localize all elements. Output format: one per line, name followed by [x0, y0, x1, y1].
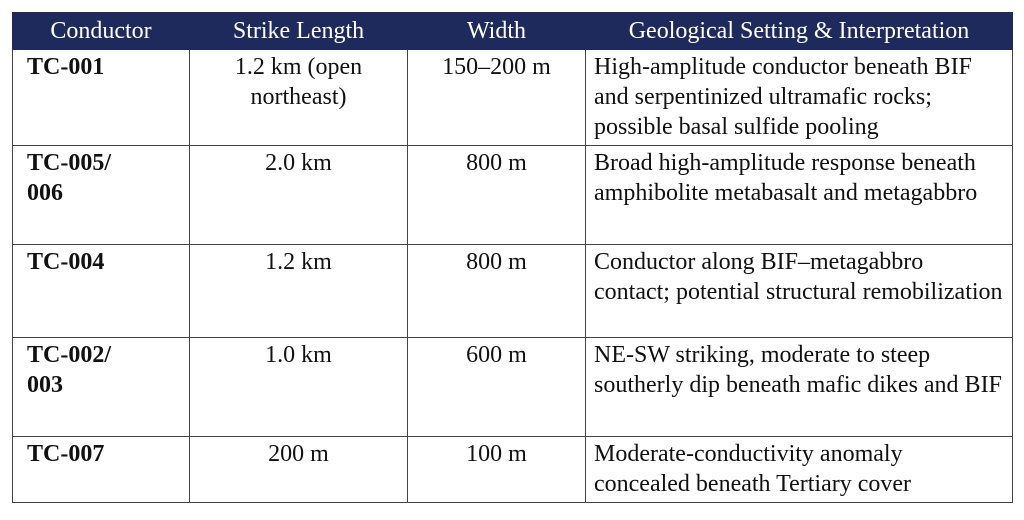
conductor-table	[12, 12, 1013, 503]
cell-width: 800 m	[408, 146, 586, 245]
cell-strike-length: 1.2 km	[190, 245, 408, 338]
table-row	[13, 50, 1013, 146]
cell-conductor: TC-005/006	[13, 146, 190, 245]
cell-conductor: TC-004	[13, 245, 190, 338]
cell-width: 100 m	[408, 437, 586, 503]
table-row	[13, 338, 1013, 437]
cell-interpretation: Broad high-amplitude response beneath amphibolite metabasalt and metagabbro	[586, 146, 1013, 245]
table-row	[13, 146, 1013, 245]
cell-strike-length: 2.0 km	[190, 146, 408, 245]
table-row	[13, 437, 1013, 503]
table-row	[13, 245, 1013, 338]
header-width: Width	[408, 13, 586, 50]
cell-interpretation: Moderate-conductivity anomaly concealed beneath Tertiary cover	[586, 437, 1013, 503]
cell-conductor: TC-002/003	[13, 338, 190, 437]
header-geological-setting: Geological Setting & Interpretation	[586, 13, 1013, 50]
cell-strike-length: 1.0 km	[190, 338, 408, 437]
cell-strike-length: 200 m	[190, 437, 408, 503]
table-header-row	[13, 13, 1013, 50]
cell-width: 800 m	[408, 245, 586, 338]
conductor-table-container	[12, 12, 1012, 503]
cell-width: 600 m	[408, 338, 586, 437]
cell-interpretation: NE-SW striking, moderate to steep southerly dip beneath mafic dikes and BIF	[586, 338, 1013, 437]
cell-conductor: TC-007	[13, 437, 190, 503]
cell-conductor: TC-001	[13, 50, 190, 146]
cell-interpretation: Conductor along BIF–metagabbro contact; potential structural remobilization	[586, 245, 1013, 338]
header-conductor: Conductor	[13, 13, 190, 50]
header-strike-length: Strike Length	[190, 13, 408, 50]
cell-width: 150–200 m	[408, 50, 586, 146]
cell-interpretation: High-amplitude conductor beneath BIF and serpentinized ultramafic rocks; possible basal sulfide pooling	[586, 50, 1013, 146]
cell-strike-length: 1.2 km (open northeast)	[190, 50, 408, 146]
